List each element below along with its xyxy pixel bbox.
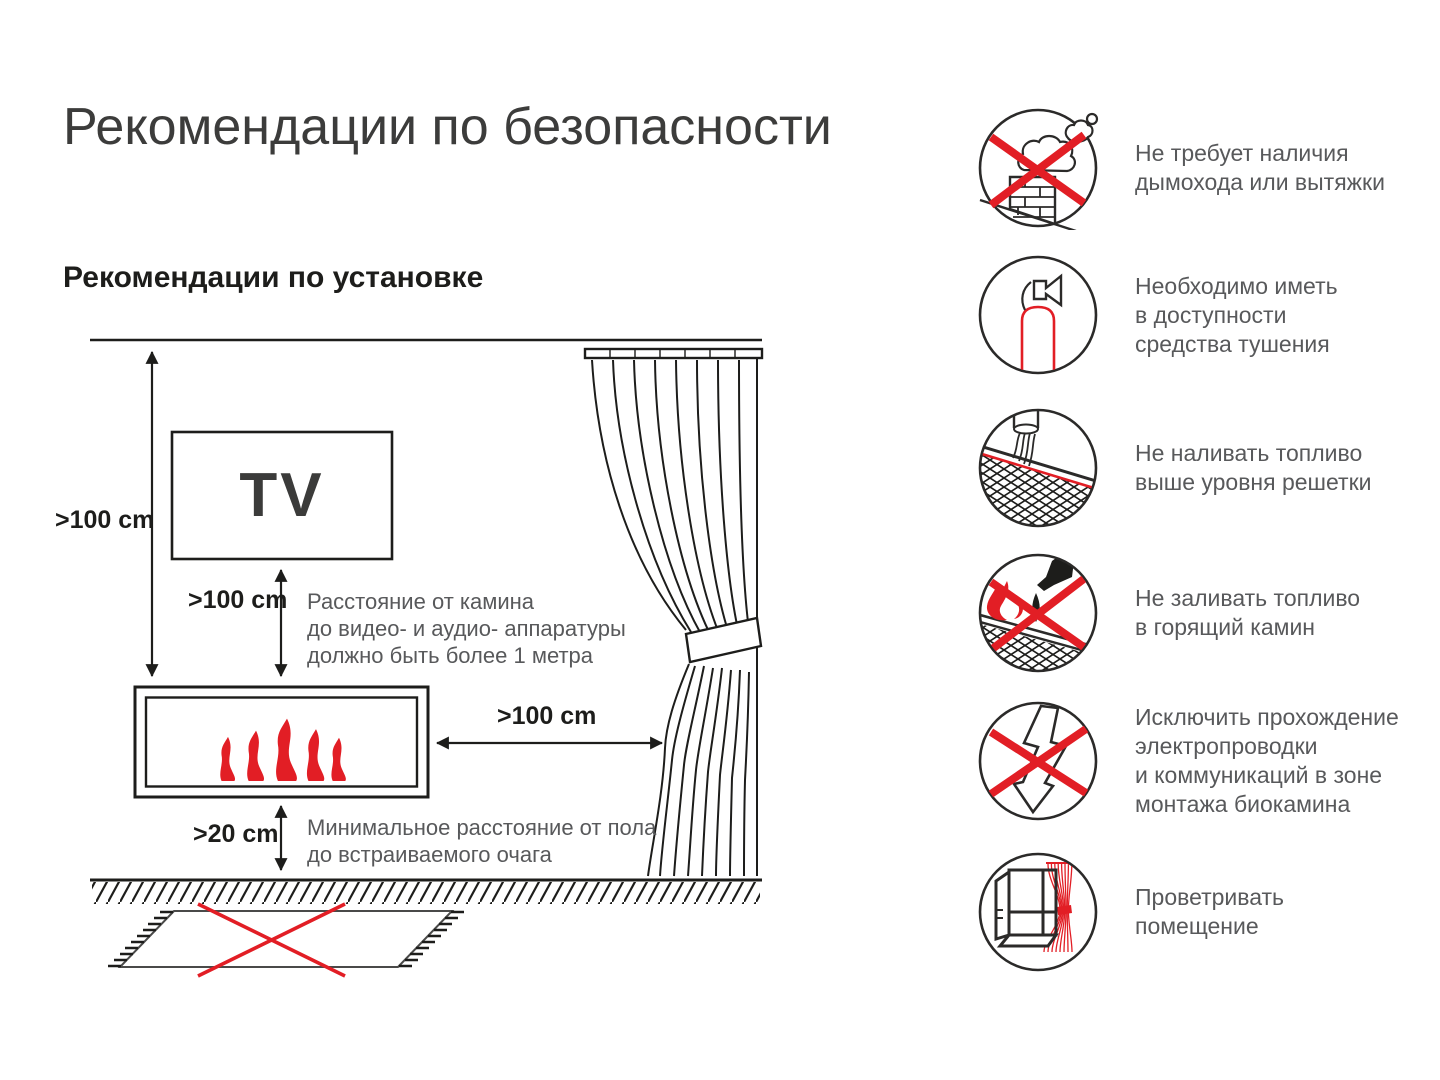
dim-wall-to-fireplace: >100 cm (55, 506, 155, 534)
safety-text: Не требует наличия дымохода или вытяжки (1135, 140, 1385, 195)
fire-extinguisher-icon (976, 253, 1100, 377)
section-subtitle: Рекомендации по установке (63, 261, 484, 294)
page-title: Рекомендации по безопасности (63, 98, 832, 156)
safety-item-extinguisher (976, 253, 1338, 377)
no-chimney-icon (976, 106, 1100, 230)
safety-item-no-refill (976, 551, 1360, 675)
dim-floor-to-fireplace: >20 cm (193, 820, 279, 848)
safety-item-ventilate (976, 850, 1284, 974)
floor-line (90, 880, 762, 904)
dim-tv-to-fireplace: >100 cm (188, 586, 288, 614)
dim-fireplace-to-curtain: >100 cm (497, 702, 597, 730)
safety-item-no-chimney (976, 106, 1385, 230)
safety-item-fuel-level (976, 406, 1371, 530)
safety-text: Необходимо иметь в доступности средства тушения (1135, 272, 1338, 357)
tv-label: TV (239, 461, 325, 530)
safety-text: Не заливать топливо в горящий камин (1135, 585, 1361, 640)
ventilate-icon (976, 850, 1100, 974)
no-wiring-icon (976, 699, 1100, 823)
note-tv-distance: Расстояние от камина до видео- и аудио- аппаратуры должно быть более 1 метра (307, 589, 626, 668)
fuel-level-icon (976, 406, 1100, 530)
no-carpet-symbol (108, 904, 464, 976)
curtain-tieback (686, 618, 761, 662)
note-floor-distance: Минимальное расстояние от пола до встраиваемого очага (307, 815, 657, 867)
safety-text: Не наливать топливо выше уровня решетки (1135, 440, 1372, 495)
safety-item-no-wiring (976, 699, 1399, 823)
fireplace-box (135, 687, 428, 797)
safety-text: Проветривать помещение (1135, 884, 1285, 939)
no-refill-burning-icon (976, 551, 1100, 675)
safety-text: Исключить прохождение электропроводки и коммуникаций в зоне монтажа биокамина (1135, 704, 1399, 817)
